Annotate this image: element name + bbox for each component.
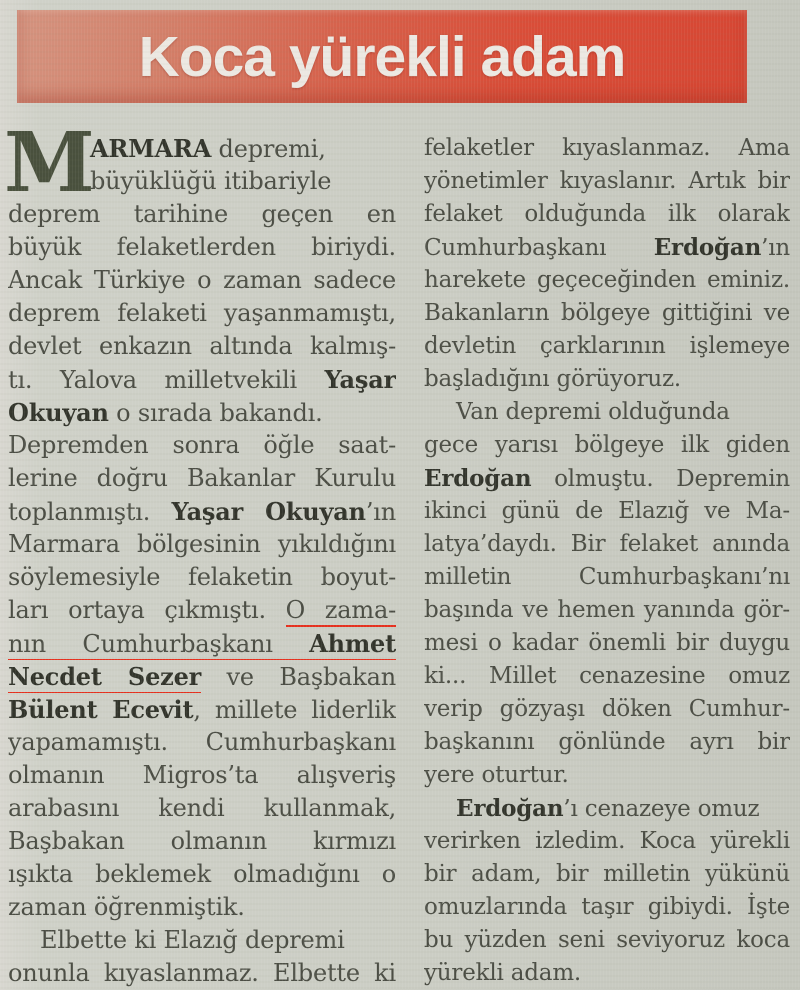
text-line [8, 363, 396, 396]
red-underline-annotation [8, 663, 201, 693]
text-line [8, 594, 396, 627]
article-column-right [424, 132, 790, 990]
text-line [8, 957, 396, 990]
headline-title: Koca yürekli adam [138, 24, 626, 89]
body-text: deprem felaketi yaşanmamıştı, [8, 299, 396, 327]
body-text: büyüklüğü itibariyle [90, 167, 332, 195]
text-line [8, 726, 396, 759]
body-text: yönetimler kıyaslanır. Artık bir [424, 168, 790, 194]
article-column-left [8, 132, 396, 990]
body-text: latya’daydı. Bir felaket anında [424, 531, 790, 557]
text-line [424, 594, 790, 627]
text-line [8, 759, 396, 792]
body-text: arabasını kendi kullanmak, [8, 794, 396, 822]
body-text: lerine doğru Bakanlar Kurulu [8, 464, 396, 492]
body-text: devlet enkazın altında kalmış- [8, 332, 396, 360]
body-text: söylemesiyle felaketin boyut- [8, 563, 396, 591]
text-line [8, 660, 396, 693]
body-text: zaman öğrenmiştik. [8, 893, 245, 921]
text-line [8, 924, 396, 957]
body-text: yapamamıştı. Cumhurbaşkanı [8, 728, 396, 756]
body-text: ki... Millet cenazesine omuz [424, 663, 790, 689]
body-text: yürekli adam. [424, 960, 582, 986]
text-line [424, 462, 790, 495]
body-text: ve Başbakan [201, 663, 396, 691]
text-line [8, 132, 396, 165]
bold-text: ARMARA [90, 134, 212, 163]
text-line [8, 858, 396, 891]
text-line [424, 726, 790, 759]
body-text: büyük felaketlerden biriydi. [8, 233, 396, 261]
body-text: onunla kıyaslanmaz. Elbette ki [8, 959, 396, 987]
body-text: ’ı cenazeye omuz [563, 796, 760, 822]
bold-text: Ahmet [309, 629, 396, 658]
body-text: felaketler kıyaslanmaz. Ama [424, 135, 790, 161]
text-line [424, 132, 790, 165]
body-text: olmuştu. Depremin [531, 466, 790, 492]
bold-text: Yaşar [324, 365, 396, 394]
body-text: başında ve hemen yanında gör- [424, 597, 790, 623]
text-line [424, 264, 790, 297]
text-line [424, 693, 790, 726]
text-line [424, 858, 790, 891]
text-line [8, 264, 396, 297]
body-text: ışıkta beklemek olmadığını o [8, 860, 396, 888]
body-text: o sırada bakandı. [108, 399, 323, 427]
body-text: felaket olduğunda ilk olarak [424, 201, 790, 227]
body-text: Başbakan olmanın kırmızı [8, 827, 396, 855]
body-text: nın Cumhurbaşkanı [8, 630, 310, 658]
red-underline-annotation [286, 596, 396, 627]
body-text: deprem tarihine geçen en [8, 200, 396, 228]
text-line [424, 957, 790, 990]
body-text: yere oturtur. [424, 762, 569, 788]
text-line [424, 825, 790, 858]
bold-text: Bülent Ecevit [8, 695, 194, 724]
text-line [424, 561, 790, 594]
body-text: bu yüzden seni seviyoruz koca [424, 927, 790, 953]
body-text: ’ın [365, 498, 396, 526]
text-line [8, 693, 396, 726]
text-line [8, 825, 396, 858]
red-underline-annotation [8, 630, 396, 660]
body-text: ’ın [761, 235, 790, 261]
body-text: verip gözyaşı döken Cumhur- [424, 696, 790, 722]
text-line [8, 330, 396, 363]
body-text: gece yarısı bölgeye ilk giden [424, 432, 790, 458]
text-line [424, 396, 790, 429]
text-line [8, 495, 396, 528]
body-text: Cumhurbaşkanı [424, 235, 654, 261]
text-line [424, 891, 790, 924]
body-text: Ancak Türkiye o zaman sadece [8, 266, 396, 294]
text-line [8, 528, 396, 561]
text-line [8, 462, 396, 495]
body-text: başkanını gönlünde ayrı bir [424, 729, 790, 755]
body-text: bir adam, bir milletin yükünü [424, 861, 790, 887]
text-line [8, 231, 396, 264]
bold-text: Erdoğan [653, 234, 762, 261]
text-line [8, 297, 396, 330]
text-line [424, 198, 790, 231]
text-line [424, 330, 790, 363]
text-line [8, 891, 396, 924]
text-line [424, 297, 790, 330]
body-text: tı. Yalova milletvekili [8, 366, 325, 394]
body-text: , millete liderlik [193, 696, 396, 724]
text-line [424, 165, 790, 198]
text-line [424, 627, 790, 660]
text-line [8, 396, 396, 429]
body-text: toplanmıştı. [8, 498, 172, 526]
body-text: başladığını görüyoruz. [424, 366, 682, 392]
drop-cap: M [4, 115, 95, 211]
text-line [424, 528, 790, 561]
body-text: verirken izledim. Koca yürekli [424, 828, 790, 854]
bold-text: Yaşar Okuyan [171, 497, 366, 526]
headline-banner [17, 10, 747, 103]
text-line [8, 627, 396, 660]
text-line [424, 495, 790, 528]
body-text: ikinci günü de Elazığ ve Ma- [424, 498, 790, 524]
body-text: Elbette ki Elazığ depremi [40, 926, 345, 954]
body-text: Depremden sonra öğle saat- [8, 431, 396, 459]
body-text: Marmara bölgesinin yıkıldığını [8, 530, 396, 558]
bold-text: Erdoğan [456, 795, 564, 822]
text-line [8, 561, 396, 594]
text-line [8, 429, 396, 462]
text-line [424, 792, 790, 825]
text-line [8, 792, 396, 825]
body-text: ları ortaya çıkmıştı. [8, 596, 286, 624]
text-line [424, 429, 790, 462]
body-text: omuzlarında taşır gibiydi. İşte [424, 894, 790, 920]
text-line [424, 924, 790, 957]
text-line [8, 198, 396, 231]
body-text: devletin çarklarının işlemeye [424, 333, 790, 359]
body-text: mesi o kadar önemli bir duygu [424, 630, 790, 656]
body-text: milletin Cumhurbaşkanı’nı [424, 564, 790, 590]
text-line [8, 165, 396, 198]
text-line [424, 231, 790, 264]
bold-text: Okuyan [8, 398, 109, 427]
body-text: Bakanların bölgeye gittiğini ve [424, 300, 790, 326]
text-line [424, 759, 790, 792]
body-text: Van depremi olduğunda [456, 399, 730, 425]
body-text: depremi, [211, 135, 326, 163]
body-text: olmanın Migros’ta alışveriş [8, 761, 396, 789]
bold-text: Necdet Sezer [8, 662, 202, 691]
text-line [424, 363, 790, 396]
bold-text: Erdoğan [424, 465, 532, 492]
body-text: O zama- [285, 596, 396, 624]
body-text: harekete geçeceğinden eminiz. [424, 267, 790, 293]
text-line [424, 660, 790, 693]
